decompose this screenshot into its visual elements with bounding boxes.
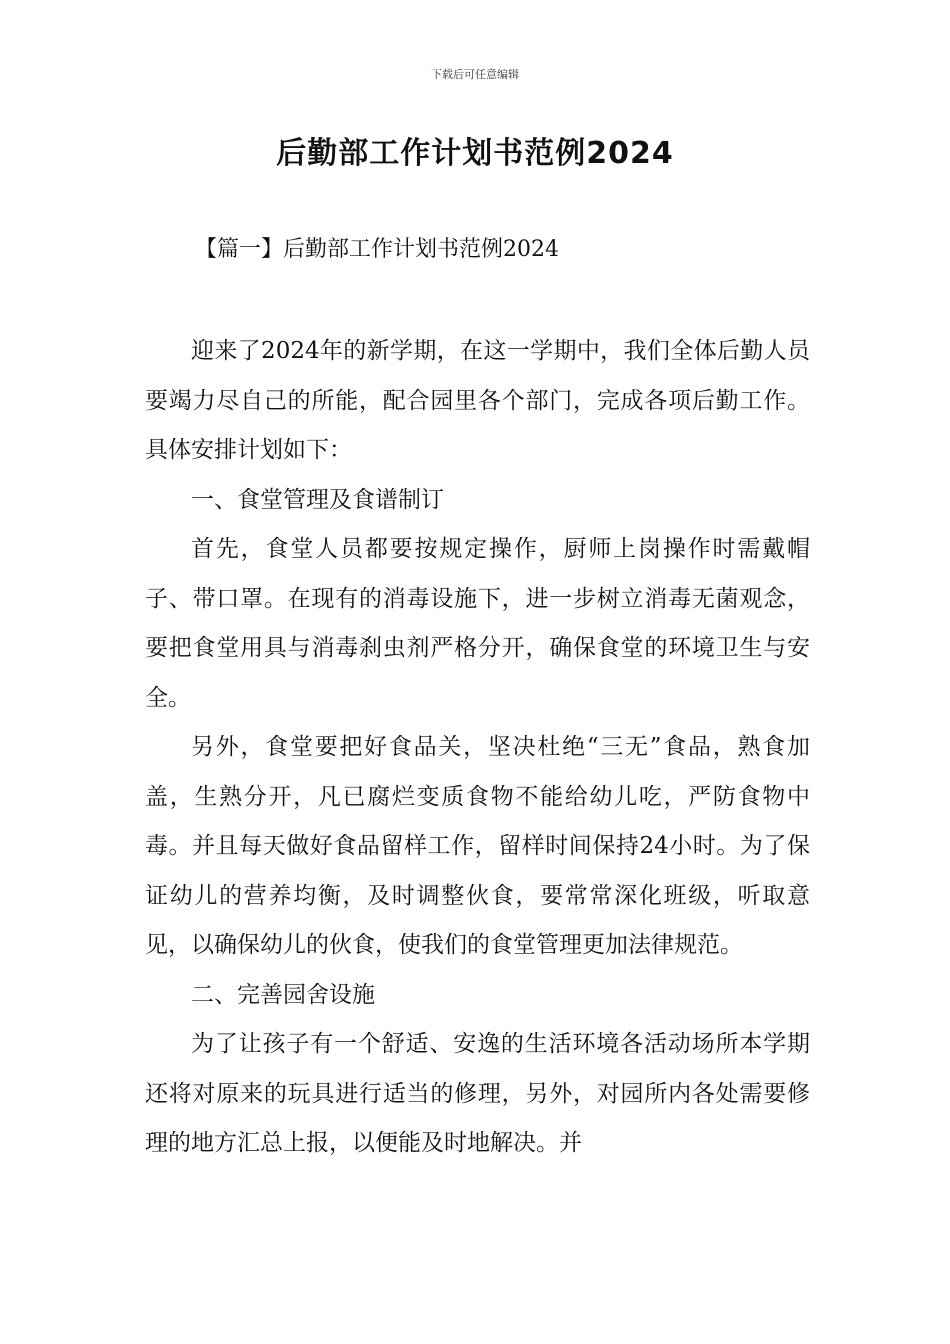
paragraph-intro: 迎来了2024年的新学期，在这一学期中，我们全体后勤人员要竭力尽自己的所能，配合园里各个部门，完成各项后勤工作。具体安排计划如下： — [145, 338, 810, 463]
paragraph-canteen-hygiene: 首先，食堂人员都要按规定操作，厨师上岗操作时需戴帽子、带口罩。在现有的消毒设施下，进一步树立消毒无菌观念，要把食堂用具与消毒刹虫剂严格分开，确保食堂的环境卫生与安全。 — [145, 536, 810, 711]
paragraph-facilities: 为了让孩子有一个舒适、安逸的生活环境各活动场所本学期还将对原来的玩具进行适当的修理，另外，对园所内各处需要修理的地方汇总上报，以便能及时地解决。并 — [145, 1031, 810, 1156]
section-heading: 【篇一】后勤部工作计划书范例2024 — [195, 237, 559, 262]
subheading-canteen: 一、食堂管理及食谱制订 — [191, 486, 444, 513]
subheading-facilities: 二、完善园舍设施 — [191, 981, 375, 1008]
document-title: 后勤部工作计划书范例2024 — [276, 136, 674, 171]
paragraph-canteen-food: 另外，食堂要把好食品关，坚决杜绝“三无”食品，熟食加盖，生熟分开，凡已腐烂变质食物不能给幼儿吃，严防食物中毒。并且每天做好食品留样工作，留样时间保持24小时。为了保证幼儿的营养均衡，及时调整伙食，要常常深化班级，听取意见，以确保幼儿的伙食，使我们的食堂管理更加法律规范。 — [145, 734, 810, 958]
document-body — [145, 327, 810, 1169]
header-note: 下载后可任意编辑 — [431, 68, 519, 81]
